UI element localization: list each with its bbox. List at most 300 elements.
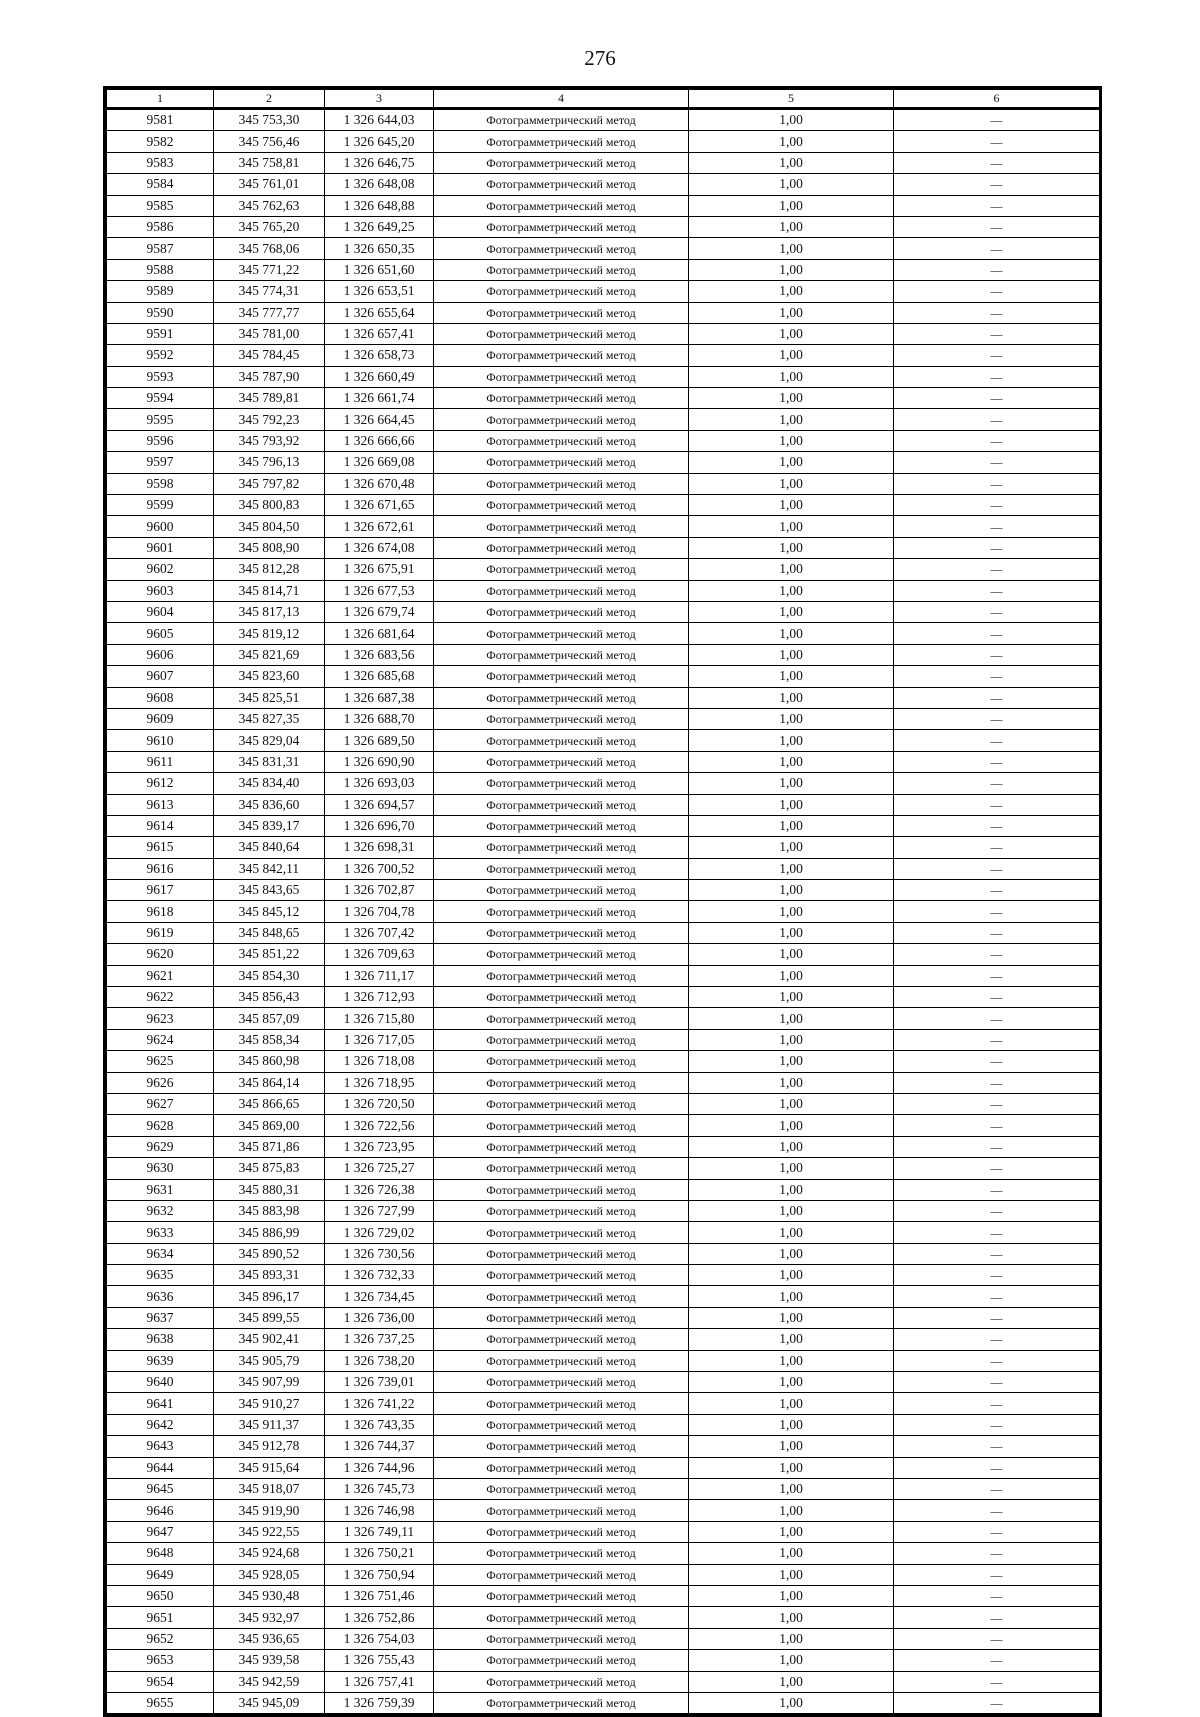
remark-cell: — [894, 1179, 1100, 1200]
method-cell: Фотограмметрический метод [434, 1136, 689, 1157]
point-number-cell: 9626 [107, 1072, 214, 1093]
table-row [107, 944, 1100, 965]
point-number-cell: 9627 [107, 1093, 214, 1114]
table-row [107, 1029, 1100, 1050]
table-row [107, 730, 1100, 751]
y-coordinate-cell: 1 326 722,56 [325, 1115, 434, 1136]
remark-cell: — [894, 987, 1100, 1008]
point-number-cell: 9588 [107, 259, 214, 280]
method-cell: Фотограмметрический метод [434, 1585, 689, 1606]
table-row [107, 1414, 1100, 1435]
x-coordinate-cell: 345 899,55 [214, 1307, 325, 1328]
error-cell: 1,00 [689, 259, 894, 280]
error-cell: 1,00 [689, 1115, 894, 1136]
y-coordinate-cell: 1 326 700,52 [325, 858, 434, 879]
point-number-cell: 9603 [107, 580, 214, 601]
table-row [107, 1136, 1100, 1157]
table-row [107, 430, 1100, 451]
x-coordinate-cell: 345 942,59 [214, 1671, 325, 1692]
y-coordinate-cell: 1 326 746,98 [325, 1500, 434, 1521]
y-coordinate-cell: 1 326 738,20 [325, 1350, 434, 1371]
method-cell: Фотограмметрический метод [434, 1692, 689, 1713]
column-number: 1 [107, 90, 214, 109]
column-number: 2 [214, 90, 325, 109]
error-cell: 1,00 [689, 880, 894, 901]
table-row [107, 1650, 1100, 1671]
x-coordinate-cell: 345 912,78 [214, 1436, 325, 1457]
point-number-cell: 9623 [107, 1008, 214, 1029]
method-cell: Фотограмметрический метод [434, 1350, 689, 1371]
error-cell: 1,00 [689, 1607, 894, 1628]
point-number-cell: 9597 [107, 452, 214, 473]
point-number-cell: 9586 [107, 216, 214, 237]
x-coordinate-cell: 345 819,12 [214, 623, 325, 644]
table-row [107, 687, 1100, 708]
x-coordinate-cell: 345 789,81 [214, 388, 325, 409]
point-number-cell: 9655 [107, 1692, 214, 1713]
remark-cell: — [894, 238, 1100, 259]
table-row [107, 922, 1100, 943]
y-coordinate-cell: 1 326 752,86 [325, 1607, 434, 1628]
y-coordinate-cell: 1 326 648,08 [325, 174, 434, 195]
error-cell: 1,00 [689, 537, 894, 558]
x-coordinate-cell: 345 928,05 [214, 1564, 325, 1585]
y-coordinate-cell: 1 326 666,66 [325, 430, 434, 451]
method-cell: Фотограмметрический метод [434, 644, 689, 665]
table-row [107, 901, 1100, 922]
point-number-cell: 9633 [107, 1222, 214, 1243]
remark-cell: — [894, 452, 1100, 473]
table-row [107, 345, 1100, 366]
y-coordinate-cell: 1 326 750,94 [325, 1564, 434, 1585]
remark-cell: — [894, 1457, 1100, 1478]
method-cell: Фотограмметрический метод [434, 1115, 689, 1136]
error-cell: 1,00 [689, 345, 894, 366]
point-number-cell: 9634 [107, 1243, 214, 1264]
method-cell: Фотограмметрический метод [434, 1543, 689, 1564]
y-coordinate-cell: 1 326 702,87 [325, 880, 434, 901]
x-coordinate-cell: 345 839,17 [214, 815, 325, 836]
y-coordinate-cell: 1 326 690,90 [325, 751, 434, 772]
method-cell: Фотограмметрический метод [434, 580, 689, 601]
point-number-cell: 9592 [107, 345, 214, 366]
remark-cell: — [894, 922, 1100, 943]
table-row [107, 1008, 1100, 1029]
x-coordinate-cell: 345 858,34 [214, 1029, 325, 1050]
x-coordinate-cell: 345 792,23 [214, 409, 325, 430]
column-number: 6 [894, 90, 1100, 109]
method-cell: Фотограмметрический метод [434, 1307, 689, 1328]
method-cell: Фотограмметрический метод [434, 259, 689, 280]
point-number-cell: 9610 [107, 730, 214, 751]
error-cell: 1,00 [689, 216, 894, 237]
error-cell: 1,00 [689, 773, 894, 794]
y-coordinate-cell: 1 326 671,65 [325, 495, 434, 516]
method-cell: Фотограмметрический метод [434, 366, 689, 387]
remark-cell: — [894, 409, 1100, 430]
point-number-cell: 9642 [107, 1414, 214, 1435]
x-coordinate-cell: 345 922,55 [214, 1521, 325, 1542]
error-cell: 1,00 [689, 409, 894, 430]
method-cell: Фотограмметрический метод [434, 858, 689, 879]
x-coordinate-cell: 345 817,13 [214, 601, 325, 622]
method-cell: Фотограмметрический метод [434, 1072, 689, 1093]
remark-cell: — [894, 1628, 1100, 1649]
y-coordinate-cell: 1 326 739,01 [325, 1372, 434, 1393]
x-coordinate-cell: 345 793,92 [214, 430, 325, 451]
table-row [107, 1243, 1100, 1264]
remark-cell: — [894, 216, 1100, 237]
remark-cell: — [894, 174, 1100, 195]
method-cell: Фотограмметрический метод [434, 1051, 689, 1072]
table-row [107, 965, 1100, 986]
method-cell: Фотограмметрический метод [434, 473, 689, 494]
table-row [107, 1543, 1100, 1564]
error-cell: 1,00 [689, 922, 894, 943]
table-row [107, 708, 1100, 729]
error-cell: 1,00 [689, 1243, 894, 1264]
remark-cell: — [894, 580, 1100, 601]
y-coordinate-cell: 1 326 653,51 [325, 281, 434, 302]
remark-cell: — [894, 559, 1100, 580]
remark-cell: — [894, 516, 1100, 537]
point-number-cell: 9611 [107, 751, 214, 772]
x-coordinate-cell: 345 902,41 [214, 1329, 325, 1350]
point-number-cell: 9622 [107, 987, 214, 1008]
column-number-row [107, 90, 1100, 109]
remark-cell: — [894, 1072, 1100, 1093]
remark-cell: — [894, 944, 1100, 965]
remark-cell: — [894, 281, 1100, 302]
point-number-cell: 9625 [107, 1051, 214, 1072]
y-coordinate-cell: 1 326 679,74 [325, 601, 434, 622]
remark-cell: — [894, 1692, 1100, 1713]
table-row [107, 1500, 1100, 1521]
y-coordinate-cell: 1 326 745,73 [325, 1479, 434, 1500]
error-cell: 1,00 [689, 1265, 894, 1286]
y-coordinate-cell: 1 326 685,68 [325, 666, 434, 687]
point-number-cell: 9646 [107, 1500, 214, 1521]
error-cell: 1,00 [689, 1222, 894, 1243]
point-number-cell: 9615 [107, 837, 214, 858]
x-coordinate-cell: 345 871,86 [214, 1136, 325, 1157]
x-coordinate-cell: 345 797,82 [214, 473, 325, 494]
remark-cell: — [894, 687, 1100, 708]
table-row [107, 751, 1100, 772]
x-coordinate-cell: 345 886,99 [214, 1222, 325, 1243]
table-row [107, 238, 1100, 259]
error-cell: 1,00 [689, 1585, 894, 1606]
y-coordinate-cell: 1 326 736,00 [325, 1307, 434, 1328]
y-coordinate-cell: 1 326 720,50 [325, 1093, 434, 1114]
x-coordinate-cell: 345 756,46 [214, 131, 325, 152]
point-number-cell: 9654 [107, 1671, 214, 1692]
x-coordinate-cell: 345 781,00 [214, 323, 325, 344]
x-coordinate-cell: 345 774,31 [214, 281, 325, 302]
remark-cell: — [894, 901, 1100, 922]
point-number-cell: 9651 [107, 1607, 214, 1628]
x-coordinate-cell: 345 936,65 [214, 1628, 325, 1649]
error-cell: 1,00 [689, 965, 894, 986]
method-cell: Фотограмметрический метод [434, 815, 689, 836]
y-coordinate-cell: 1 326 698,31 [325, 837, 434, 858]
table-row [107, 623, 1100, 644]
point-number-cell: 9607 [107, 666, 214, 687]
y-coordinate-cell: 1 326 677,53 [325, 580, 434, 601]
method-cell: Фотограмметрический метод [434, 174, 689, 195]
point-number-cell: 9649 [107, 1564, 214, 1585]
point-number-cell: 9616 [107, 858, 214, 879]
remark-cell: — [894, 1414, 1100, 1435]
error-cell: 1,00 [689, 751, 894, 772]
table-row [107, 1393, 1100, 1414]
error-cell: 1,00 [689, 366, 894, 387]
y-coordinate-cell: 1 326 754,03 [325, 1628, 434, 1649]
x-coordinate-cell: 345 836,60 [214, 794, 325, 815]
error-cell: 1,00 [689, 1072, 894, 1093]
remark-cell: — [894, 1286, 1100, 1307]
method-cell: Фотограмметрический метод [434, 216, 689, 237]
method-cell: Фотограмметрический метод [434, 131, 689, 152]
table-row [107, 1158, 1100, 1179]
method-cell: Фотограмметрический метод [434, 880, 689, 901]
y-coordinate-cell: 1 326 704,78 [325, 901, 434, 922]
remark-cell: — [894, 388, 1100, 409]
point-number-cell: 9648 [107, 1543, 214, 1564]
method-cell: Фотограмметрический метод [434, 1200, 689, 1221]
point-number-cell: 9582 [107, 131, 214, 152]
point-number-cell: 9608 [107, 687, 214, 708]
x-coordinate-cell: 345 869,00 [214, 1115, 325, 1136]
y-coordinate-cell: 1 326 750,21 [325, 1543, 434, 1564]
point-number-cell: 9587 [107, 238, 214, 259]
table-row [107, 516, 1100, 537]
point-number-cell: 9618 [107, 901, 214, 922]
table-row [107, 987, 1100, 1008]
remark-cell: — [894, 495, 1100, 516]
table-row [107, 388, 1100, 409]
point-number-cell: 9605 [107, 623, 214, 644]
remark-cell: — [894, 1051, 1100, 1072]
method-cell: Фотограмметрический метод [434, 623, 689, 644]
method-cell: Фотограмметрический метод [434, 1158, 689, 1179]
x-coordinate-cell: 345 918,07 [214, 1479, 325, 1500]
remark-cell: — [894, 302, 1100, 323]
method-cell: Фотограмметрический метод [434, 1093, 689, 1114]
method-cell: Фотограмметрический метод [434, 1222, 689, 1243]
error-cell: 1,00 [689, 944, 894, 965]
error-cell: 1,00 [689, 837, 894, 858]
table-row [107, 1200, 1100, 1221]
remark-cell: — [894, 1115, 1100, 1136]
x-coordinate-cell: 345 924,68 [214, 1543, 325, 1564]
error-cell: 1,00 [689, 1008, 894, 1029]
y-coordinate-cell: 1 326 669,08 [325, 452, 434, 473]
remark-cell: — [894, 815, 1100, 836]
point-number-cell: 9612 [107, 773, 214, 794]
error-cell: 1,00 [689, 1200, 894, 1221]
x-coordinate-cell: 345 857,09 [214, 1008, 325, 1029]
y-coordinate-cell: 1 326 650,35 [325, 238, 434, 259]
method-cell: Фотограмметрический метод [434, 109, 689, 131]
remark-cell: — [894, 794, 1100, 815]
error-cell: 1,00 [689, 1329, 894, 1350]
method-cell: Фотограмметрический метод [434, 195, 689, 216]
method-cell: Фотограмметрический метод [434, 537, 689, 558]
y-coordinate-cell: 1 326 674,08 [325, 537, 434, 558]
y-coordinate-cell: 1 326 672,61 [325, 516, 434, 537]
y-coordinate-cell: 1 326 744,96 [325, 1457, 434, 1478]
x-coordinate-cell: 345 777,77 [214, 302, 325, 323]
y-coordinate-cell: 1 326 718,08 [325, 1051, 434, 1072]
remark-cell: — [894, 1222, 1100, 1243]
method-cell: Фотограмметрический метод [434, 1500, 689, 1521]
point-number-cell: 9641 [107, 1393, 214, 1414]
column-number: 4 [434, 90, 689, 109]
point-number-cell: 9640 [107, 1372, 214, 1393]
method-cell: Фотограмметрический метод [434, 1372, 689, 1393]
x-coordinate-cell: 345 784,45 [214, 345, 325, 366]
error-cell: 1,00 [689, 1393, 894, 1414]
point-number-cell: 9639 [107, 1350, 214, 1371]
method-cell: Фотограмметрический метод [434, 1436, 689, 1457]
x-coordinate-cell: 345 864,14 [214, 1072, 325, 1093]
x-coordinate-cell: 345 843,65 [214, 880, 325, 901]
point-number-cell: 9617 [107, 880, 214, 901]
remark-cell: — [894, 1436, 1100, 1457]
remark-cell: — [894, 366, 1100, 387]
method-cell: Фотограмметрический метод [434, 1564, 689, 1585]
y-coordinate-cell: 1 326 645,20 [325, 131, 434, 152]
remark-cell: — [894, 131, 1100, 152]
x-coordinate-cell: 345 932,97 [214, 1607, 325, 1628]
remark-cell: — [894, 708, 1100, 729]
remark-cell: — [894, 537, 1100, 558]
error-cell: 1,00 [689, 815, 894, 836]
y-coordinate-cell: 1 326 717,05 [325, 1029, 434, 1050]
x-coordinate-cell: 345 930,48 [214, 1585, 325, 1606]
point-number-cell: 9584 [107, 174, 214, 195]
method-cell: Фотограмметрический метод [434, 1671, 689, 1692]
x-coordinate-cell: 345 771,22 [214, 259, 325, 280]
x-coordinate-cell: 345 945,09 [214, 1692, 325, 1713]
x-coordinate-cell: 345 800,83 [214, 495, 325, 516]
point-number-cell: 9630 [107, 1158, 214, 1179]
method-cell: Фотограмметрический метод [434, 152, 689, 173]
method-cell: Фотограмметрический метод [434, 1286, 689, 1307]
remark-cell: — [894, 1521, 1100, 1542]
table-row [107, 1072, 1100, 1093]
method-cell: Фотограмметрический метод [434, 409, 689, 430]
x-coordinate-cell: 345 753,30 [214, 109, 325, 131]
point-number-cell: 9590 [107, 302, 214, 323]
y-coordinate-cell: 1 326 651,60 [325, 259, 434, 280]
point-number-cell: 9635 [107, 1265, 214, 1286]
remark-cell: — [894, 1350, 1100, 1371]
method-cell: Фотограмметрический метод [434, 1329, 689, 1350]
table-row [107, 1179, 1100, 1200]
x-coordinate-cell: 345 796,13 [214, 452, 325, 473]
error-cell: 1,00 [689, 109, 894, 131]
table-row [107, 131, 1100, 152]
error-cell: 1,00 [689, 430, 894, 451]
x-coordinate-cell: 345 761,01 [214, 174, 325, 195]
method-cell: Фотограмметрический метод [434, 452, 689, 473]
table-row [107, 409, 1100, 430]
method-cell: Фотограмметрический метод [434, 559, 689, 580]
point-number-cell: 9581 [107, 109, 214, 131]
y-coordinate-cell: 1 326 660,49 [325, 366, 434, 387]
column-number: 5 [689, 90, 894, 109]
remark-cell: — [894, 1671, 1100, 1692]
table-row [107, 1329, 1100, 1350]
y-coordinate-cell: 1 326 646,75 [325, 152, 434, 173]
error-cell: 1,00 [689, 1179, 894, 1200]
table-row [107, 666, 1100, 687]
point-number-cell: 9583 [107, 152, 214, 173]
remark-cell: — [894, 1243, 1100, 1264]
method-cell: Фотограмметрический метод [434, 1414, 689, 1435]
error-cell: 1,00 [689, 1093, 894, 1114]
error-cell: 1,00 [689, 1158, 894, 1179]
remark-cell: — [894, 773, 1100, 794]
y-coordinate-cell: 1 326 688,70 [325, 708, 434, 729]
y-coordinate-cell: 1 326 664,45 [325, 409, 434, 430]
method-cell: Фотограмметрический метод [434, 1008, 689, 1029]
y-coordinate-cell: 1 326 644,03 [325, 109, 434, 131]
error-cell: 1,00 [689, 281, 894, 302]
x-coordinate-cell: 345 856,43 [214, 987, 325, 1008]
method-cell: Фотограмметрический метод [434, 773, 689, 794]
error-cell: 1,00 [689, 1500, 894, 1521]
table-row [107, 152, 1100, 173]
table-body [107, 109, 1100, 1714]
method-cell: Фотограмметрический метод [434, 345, 689, 366]
method-cell: Фотограмметрический метод [434, 516, 689, 537]
y-coordinate-cell: 1 326 657,41 [325, 323, 434, 344]
point-number-cell: 9601 [107, 537, 214, 558]
remark-cell: — [894, 345, 1100, 366]
point-number-cell: 9638 [107, 1329, 214, 1350]
y-coordinate-cell: 1 326 725,27 [325, 1158, 434, 1179]
method-cell: Фотограмметрический метод [434, 1521, 689, 1542]
table-row [107, 580, 1100, 601]
coordinates-table-frame [103, 86, 1102, 1717]
x-coordinate-cell: 345 880,31 [214, 1179, 325, 1200]
remark-cell: — [894, 730, 1100, 751]
point-number-cell: 9650 [107, 1585, 214, 1606]
remark-cell: — [894, 323, 1100, 344]
point-number-cell: 9637 [107, 1307, 214, 1328]
error-cell: 1,00 [689, 473, 894, 494]
method-cell: Фотограмметрический метод [434, 281, 689, 302]
y-coordinate-cell: 1 326 675,91 [325, 559, 434, 580]
y-coordinate-cell: 1 326 723,95 [325, 1136, 434, 1157]
method-cell: Фотограмметрический метод [434, 730, 689, 751]
method-cell: Фотограмметрический метод [434, 1457, 689, 1478]
x-coordinate-cell: 345 896,17 [214, 1286, 325, 1307]
table-row [107, 794, 1100, 815]
remark-cell: — [894, 1029, 1100, 1050]
error-cell: 1,00 [689, 1286, 894, 1307]
y-coordinate-cell: 1 326 743,35 [325, 1414, 434, 1435]
error-cell: 1,00 [689, 323, 894, 344]
error-cell: 1,00 [689, 195, 894, 216]
table-row [107, 1051, 1100, 1072]
remark-cell: — [894, 1500, 1100, 1521]
point-number-cell: 9653 [107, 1650, 214, 1671]
error-cell: 1,00 [689, 302, 894, 323]
